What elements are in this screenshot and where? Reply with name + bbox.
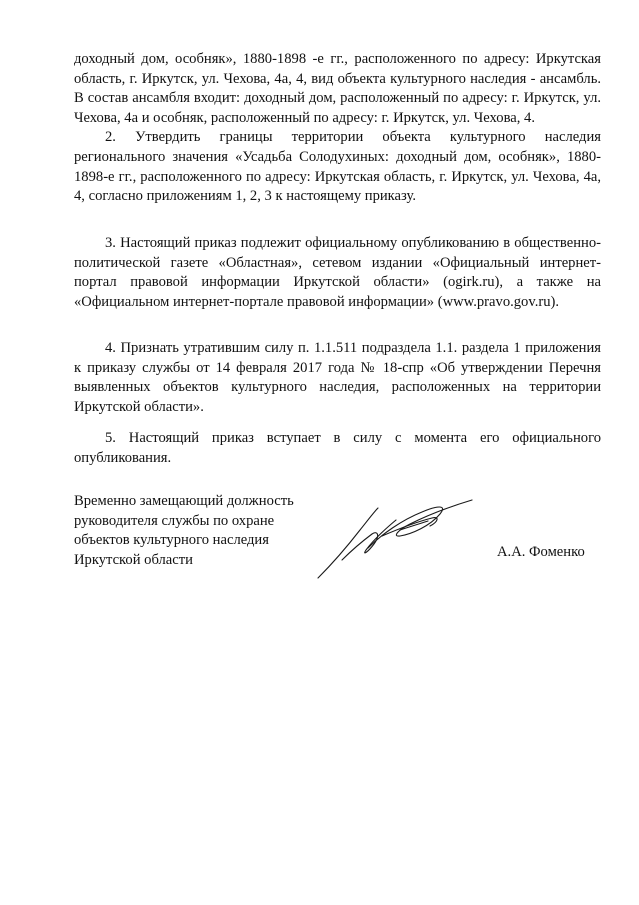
- paragraph-4: 4. Признать утратившим силу п. 1.1.511 подраздела 1.1. раздела 1 приложения к приказу службы от 14 февраля 2017 года № 18-спр «Об утверждении Перечня выявленных объектов культурного наследия, расположенных на территории Иркутской области».: [74, 340, 601, 415]
- body-text-para-4: [74, 339, 601, 417]
- signatory-position: [74, 492, 294, 570]
- signatory-position-line: руководителя службы по охране: [74, 512, 275, 529]
- handwritten-signature: [312, 490, 482, 585]
- signature-stroke: [342, 520, 396, 560]
- paragraph-2: 2. Утвердить границы территории объекта культурного наследия регионального значения «Усадьба Солодухиных: доходный дом, особняк», 1880-1898-е гг., расположенного по адресу: Иркутская область, г. Иркутск, ул. Чехова, 4а, 4, согласно приложениям 1, 2, 3 к настоящему приказу.: [74, 129, 601, 205]
- signatory-name: А.А. Фоменко: [497, 544, 585, 560]
- body-text-para-3: [74, 234, 601, 312]
- body-text-para-5: [74, 429, 601, 468]
- paragraph-1-continuation: доходный дом, особняк», 1880-1898 -е гг., расположенного по адресу: Иркутская область, г. Иркутск, ул. Чехова, 4а, 4, вид объекта культурного наследия - ансамбль. В состав ансамбля входит: доходный дом, расположенный по адресу: г. Иркутск, ул. Чехова, 4а и особняк, расположенный по адресу: г. Иркутск, ул. Чехова, 4.: [74, 51, 601, 126]
- body-text-top: [74, 50, 601, 207]
- signatory-position-line: Иркутской области: [74, 551, 193, 568]
- paragraph-5: 5. Настоящий приказ вступает в силу с момента его официального опубликования.: [74, 430, 601, 466]
- paragraph-3: 3. Настоящий приказ подлежит официальному опубликованию в общественно-политической газете «Областная», сетевом издании «Официальный интернет-портал правовой информации Иркутской области» (ogirk.ru), а также на «Официальном интернет-портале правовой информации» (www.pravo.gov.ru).: [74, 235, 601, 310]
- signature-stroke: [318, 508, 378, 578]
- signatory-position-line: Временно замещающий должность: [74, 493, 294, 509]
- signatory-position-line: объектов культурного наследия: [74, 532, 269, 549]
